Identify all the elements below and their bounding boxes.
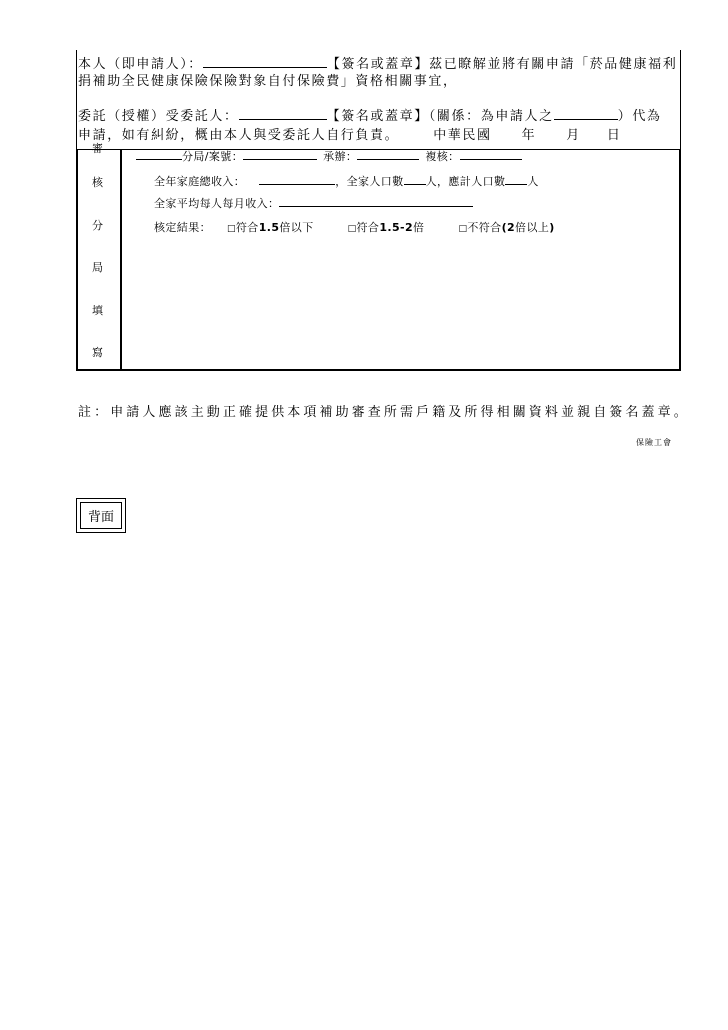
counted-persons-field[interactable] (505, 174, 527, 185)
checkbox-icon[interactable]: □ (458, 224, 468, 234)
sign-tag: 【簽名或蓋章】 (326, 57, 430, 72)
option-3-ratio: (2 (501, 221, 516, 234)
date-month: 月 (566, 128, 581, 143)
branch-field[interactable] (136, 149, 182, 160)
branch-case-label: 分局/案號： (182, 150, 244, 163)
applicant-signature-field[interactable] (203, 55, 327, 68)
annual-income-field[interactable] (259, 174, 335, 185)
handler-field[interactable] (357, 149, 419, 160)
counted-persons-label: 人，應計人口數 (425, 175, 506, 188)
result-label: 核定結果： (154, 221, 211, 234)
avg-income-field[interactable] (279, 196, 473, 207)
option-1-text: 符合 (235, 221, 259, 234)
option-2-text: 符合 (356, 221, 380, 234)
persons-unit: 人 (527, 175, 539, 188)
reviewer-label: 複核： (425, 150, 460, 163)
option-3-text: 不符合 (467, 221, 502, 234)
option-1-suffix: 倍以下 (279, 221, 314, 234)
option-2-suffix: 倍 (413, 221, 425, 234)
household-count-field[interactable] (404, 174, 426, 185)
declaration-text: 茲已瞭解並將有關申請「菸品健康福利 (429, 57, 678, 72)
case-number-field[interactable] (243, 149, 317, 160)
declaration-line-1 (78, 55, 677, 73)
date-year: 年 (521, 128, 537, 143)
option-3-close: ) (549, 221, 555, 234)
relation-field[interactable] (554, 107, 618, 120)
review-row-1 (136, 148, 522, 164)
checkbox-icon[interactable]: □ (227, 224, 236, 234)
review-row-2 (154, 173, 539, 189)
date-prefix: 中華民國 (433, 128, 492, 143)
applicant-note: 註：申請人應該主動正確提供本項補助審查所需戶籍及所得相關資料並親自簽名蓋章。 (78, 405, 690, 420)
side-label-char: 核 (92, 176, 103, 189)
proxy-signature-field[interactable] (239, 107, 327, 120)
side-label-char: 分 (92, 219, 103, 232)
declaration-line-4 (78, 128, 621, 144)
handler-label: 承辦： (323, 150, 358, 163)
relation-suffix: ）代為 (617, 109, 662, 124)
annual-income-label: 全年家庭總收入： (154, 175, 246, 188)
side-label-char: 局 (92, 261, 103, 274)
sign-tag: 【簽名或蓋章】 (326, 109, 429, 124)
proxy-label: 委託（授權）受委託人： (78, 109, 239, 124)
review-table-divider (120, 149, 122, 370)
organization-name: 保險工會 (636, 438, 672, 447)
option-1-ratio: 1.5 (258, 221, 280, 234)
option-3-suffix: 倍以上 (515, 221, 550, 234)
reviewer-field[interactable] (460, 149, 522, 160)
responsibility-text: 申請，如有糾紛，概由本人與受委託人自行負責。 (78, 128, 400, 143)
avg-income-label: 全家平均每人每月收入： (154, 197, 280, 210)
review-row-4 (154, 219, 555, 235)
option-2-ratio: 1.5-2 (379, 221, 414, 234)
back-side-box (76, 498, 126, 533)
declaration-line-2: 捐補助全民健康保險保險對象自付保險費」資格相關事宜， (78, 74, 458, 89)
checkbox-icon[interactable]: □ (347, 224, 357, 234)
side-label-char: 審 (92, 142, 103, 155)
household-count-label: ，全家人口數 (335, 175, 404, 188)
declaration-line-3 (78, 107, 662, 125)
review-row-3 (154, 195, 473, 211)
side-label-char: 寫 (92, 346, 103, 359)
side-label-char: 填 (92, 304, 103, 317)
relation-label: （關係：為申請人之 (428, 109, 554, 124)
back-side-label: 背面 (80, 502, 122, 529)
applicant-label: 本人（即申請人）： (78, 57, 203, 72)
date-day: 日 (606, 128, 622, 143)
